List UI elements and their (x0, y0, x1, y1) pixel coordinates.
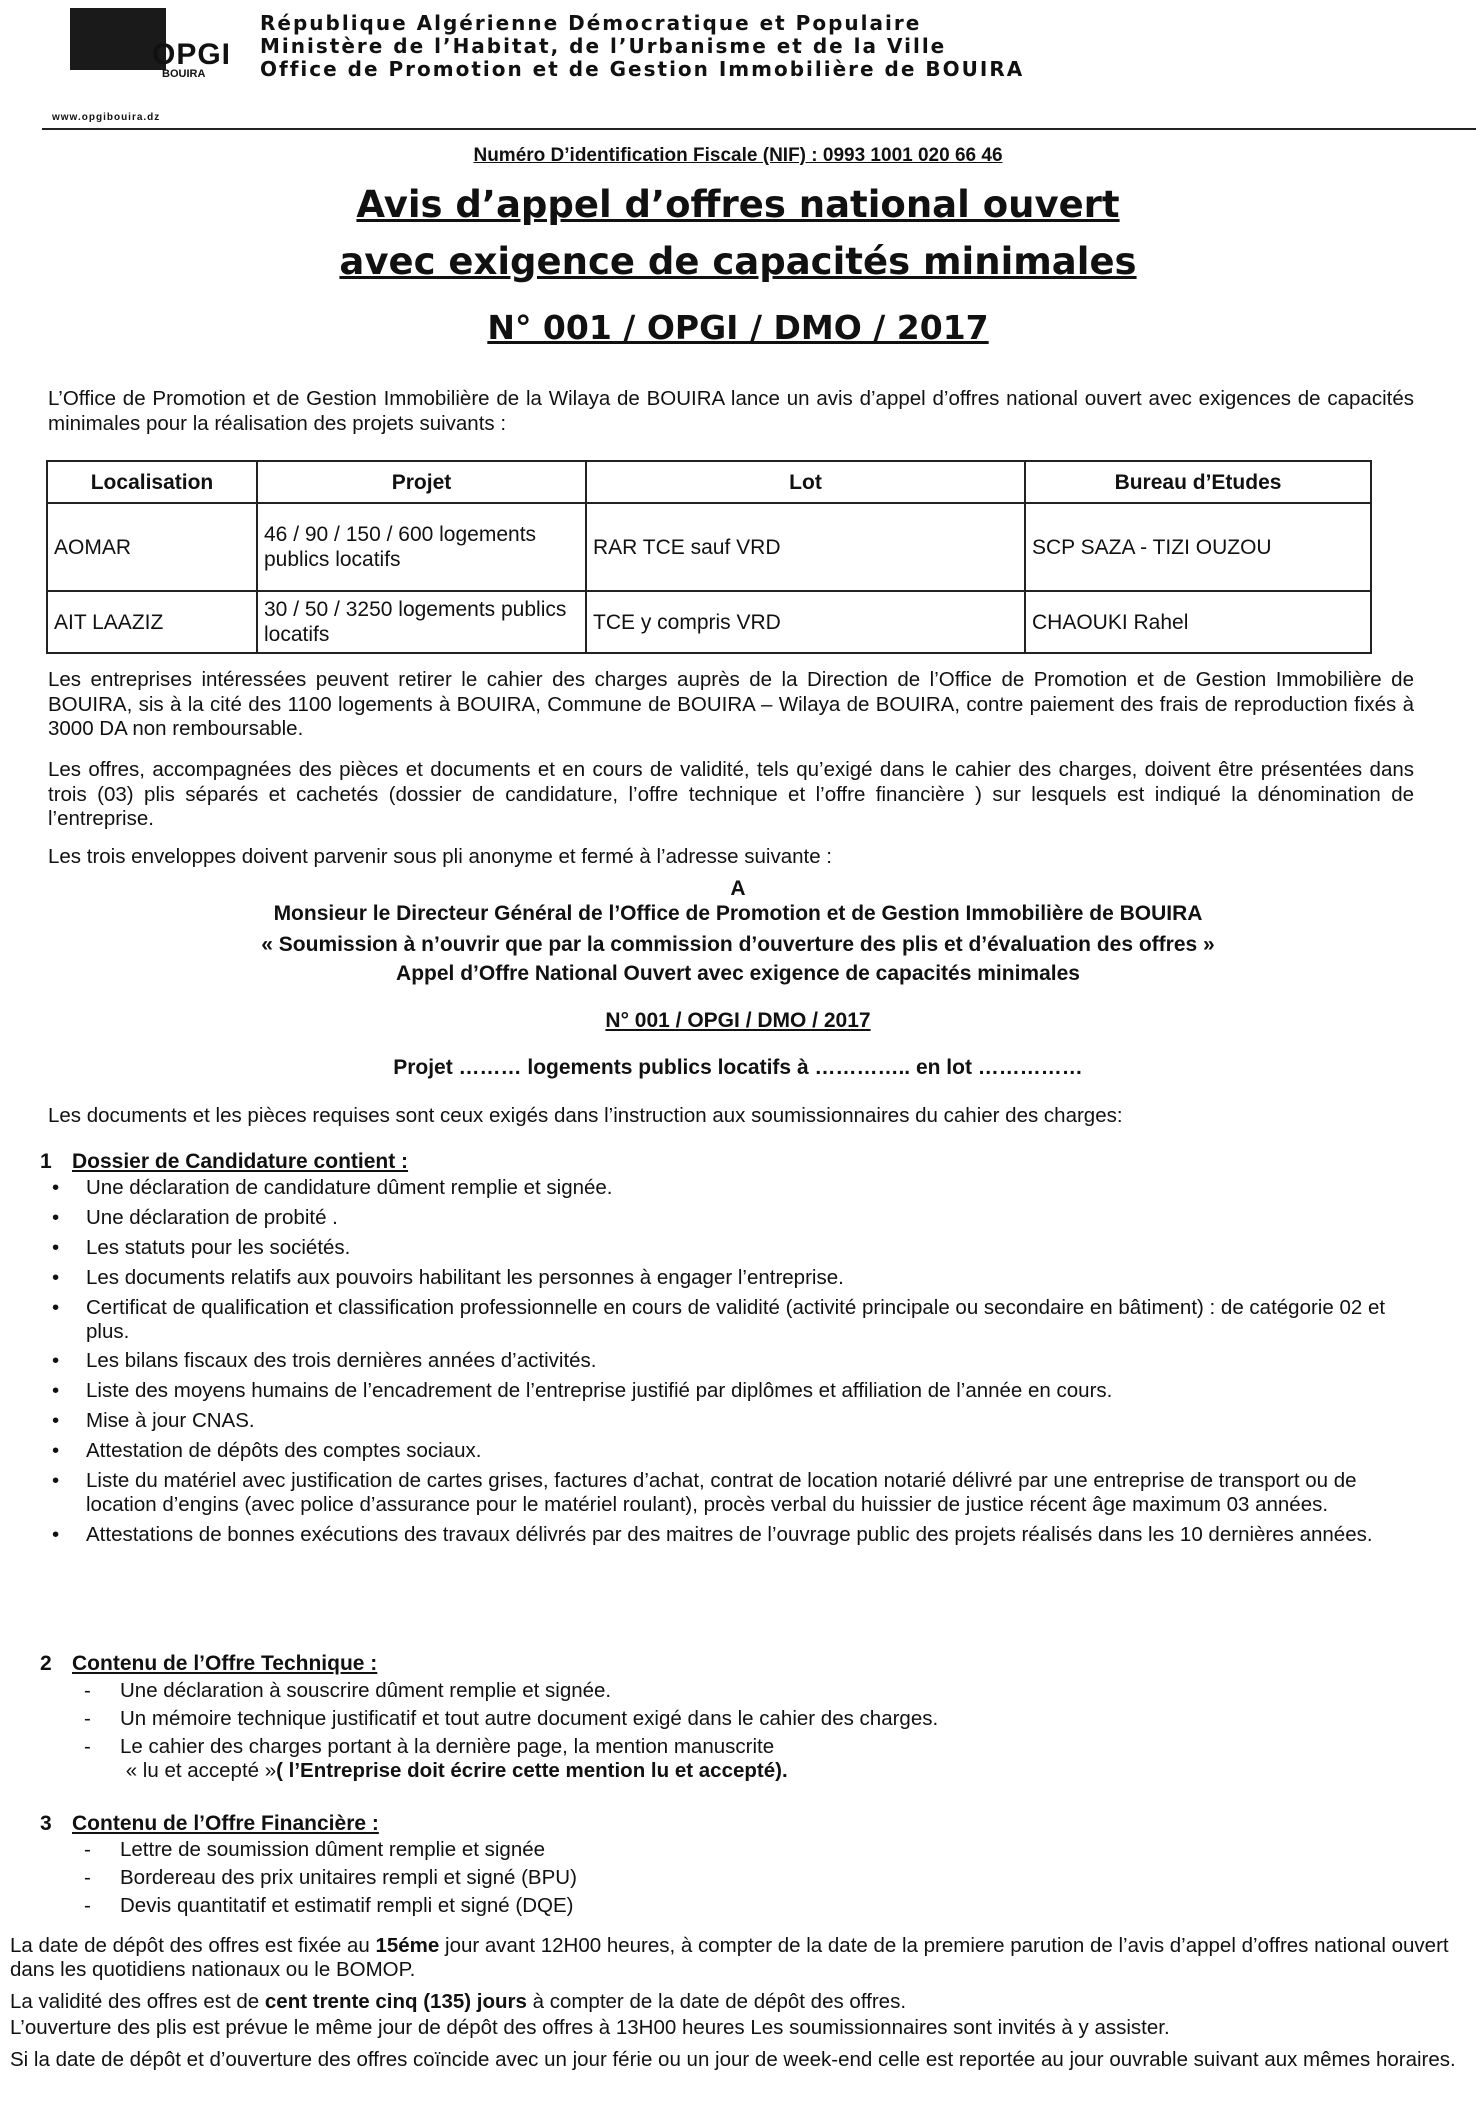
opening-paragraph: L’ouverture des plis est prévue le même jour de dépôt des offres à 13H00 heures Les soumissionnaires sont invités à y assister. (10, 2016, 1170, 2039)
header-projet: Projet (257, 461, 586, 503)
notice-number: N° 001 / OPGI / DMO / 2017 (487, 308, 989, 347)
deposit-date-paragraph: La date de dépôt des offres est fixée au 15éme jour avant 12H00 heures, à compter de la date de la premiere parution de l’avis d’appel d’offres national ouvert dans les quotidiens nationaux ou le BOMOP. (10, 1934, 1449, 1981)
section-label: Contenu de l’Offre Financière : (72, 1812, 379, 1835)
list-item: • Liste des moyens humains de l’encadrement de l’entreprise justifié par diplômes et affiliation de l’année en cours. (52, 1379, 1113, 1402)
list-item: • Les statuts pour les sociétés. (52, 1236, 351, 1259)
list-item: • Attestation de dépôts des comptes sociaux. (52, 1439, 482, 1462)
cell-lot: RAR TCE sauf VRD (586, 503, 1025, 591)
address-appel: Appel d’Offre National Ouvert avec exigence de capacités minimales (396, 962, 1080, 985)
section-label: Contenu de l’Offre Technique : (72, 1652, 378, 1675)
cell-localisation: AOMAR (47, 503, 257, 591)
header-localisation: Localisation (47, 461, 257, 503)
section-2-list (80, 1679, 1380, 1787)
table-header-row (47, 461, 1371, 503)
address-director: Monsieur le Directeur Général de l’Office de Promotion et de Gestion Immobilière de BOUIRA (273, 902, 1203, 925)
list-item: - Devis quantitatif et estimatif rempli et signé (DQE) (84, 1894, 574, 1917)
section-label: Dossier de Candidature contient : (72, 1150, 409, 1173)
title-line-1: Avis d’appel d’offres national ouvert (356, 183, 1120, 226)
cell-bureau: SCP SAZA - TIZI OUZOU (1025, 503, 1371, 591)
opgi-logo (42, 8, 242, 123)
list-item: • Liste du matériel avec justification de cartes grises, factures d’achat, contrat de location notarié délivré par une entreprise de transport ou de location d’engins (avec police d’assurance pour le matériel roulant), procès verbal du huissier de justice récent âge maximum 03 années. (52, 1469, 1357, 1516)
logo-subtext: BOUIRA (162, 68, 206, 80)
list-item: - Un mémoire technique justificatif et tout autre document exigé dans le cahier des charges. (84, 1707, 939, 1730)
holiday-paragraph: Si la date de dépôt et d’ouverture des offres coïncide avec un jour férie ou un jour de week-end celle est reportée au jour ouvrable suivant aux mêmes horaires. (10, 2048, 1456, 2071)
retrieval-paragraph: Les entreprises intéressées peuvent retirer le cahier des charges auprès de la Direction de l’Office de Promotion et de Gestion Immobilière de BOUIRA, sis à la cité des 1100 logements à BOUIRA, Commune de BOUIRA – Wilaya de BOUIRA, contre paiement des frais de reproduction fixés à 3000 DA non remboursable. (48, 668, 1414, 740)
header-lot: Lot (586, 461, 1025, 503)
cell-lot: TCE y compris VRD (586, 591, 1025, 653)
validity-paragraph: La validité des offres est de cent trente cinq (135) jours à compter de la date de dépôt des offres. (10, 1990, 907, 2013)
list-item: • Les documents relatifs aux pouvoirs habilitant les personnes à engager l’entreprise. (52, 1266, 844, 1289)
section-3-list (80, 1838, 1380, 1922)
cell-projet: 30 / 50 / 3250 logements publics locatifs (257, 591, 586, 653)
cell-localisation: AIT LAAZIZ (47, 591, 257, 653)
intro-paragraph: L’Office de Promotion et de Gestion Immobilière de la Wilaya de BOUIRA lance un avis d’appel d’offres national ouvert avec exigences de capacités minimales pour la réalisation des projets suivants : (48, 387, 1414, 435)
table-row (47, 503, 1371, 591)
table-row (47, 591, 1371, 653)
list-item: - Le cahier des charges portant à la dernière page, la mention manuscrite « lu et accepté »( l’Entreprise doit écrire cette mention lu et accepté). (84, 1735, 788, 1782)
list-item: - Une déclaration à souscrire dûment remplie et signée. (84, 1679, 612, 1702)
projects-table (46, 460, 1372, 654)
list-item: - Lettre de soumission dûment remplie et signée (84, 1838, 546, 1861)
list-item: • Attestations de bonnes exécutions des travaux délivrés par des maitres de l’ouvrage public des projets réalisés dans les 10 dernières années. (52, 1523, 1373, 1546)
documents-paragraph: Les documents et les pièces requises sont ceux exigés dans l’instruction aux soumissionnaires du cahier des charges: (48, 1104, 1123, 1127)
section-number: 3 (40, 1812, 52, 1835)
list-item: • Certificat de qualification et classification professionnelle en cours de validité (activité principale ou secondaire en bâtiment) : de catégorie 02 et plus. (52, 1296, 1386, 1343)
logo-url: www.opgibouira.dz (52, 112, 161, 123)
section-number: 2 (40, 1652, 52, 1675)
letterhead-line-republic: République Algérienne Démocratique et Populaire (260, 11, 922, 35)
letterhead-line-ministry: Ministère de l’Habitat, de l’Urbanisme et de la Ville (260, 34, 947, 58)
logo-text: OPGI (152, 38, 232, 71)
section-2-heading (40, 1652, 377, 1676)
envelopes-paragraph: Les trois enveloppes doivent parvenir sous pli anonyme et fermé à l’adresse suivante : (48, 845, 832, 868)
address-soumission: « Soumission à n’ouvrir que par la commission d’ouverture des plis et d’évaluation des offres » (261, 933, 1215, 956)
header-bureau: Bureau d’Etudes (1025, 461, 1371, 503)
list-item: • Une déclaration de probité . (52, 1206, 338, 1229)
mention-bold: ( l’Entreprise doit écrire cette mention lu et accepté). (276, 1759, 788, 1782)
section-number: 1 (40, 1150, 52, 1173)
address-number: N° 001 / OPGI / DMO / 2017 (605, 1009, 871, 1032)
title-line-2: avec exigence de capacités minimales (339, 240, 1137, 283)
list-item: • Une déclaration de candidature dûment remplie et signée. (52, 1176, 613, 1199)
nif-line: Numéro D’identification Fiscale (NIF) : 0993 1001 020 66 46 (473, 145, 1003, 166)
letterhead-line-office: Office de Promotion et de Gestion Immobilière de BOUIRA (260, 57, 1025, 81)
address-a: A (730, 877, 746, 900)
header-divider (42, 128, 1476, 130)
section-1-heading (40, 1150, 408, 1174)
offers-paragraph: Les offres, accompagnées des pièces et documents et en cours de validité, tels qu’exigé dans le cahier des charges, doivent être présentées dans trois (03) plis séparés et cachetés (dossier de candidature, l’offre technique et l’offre financière ) sur lesquels est indiqué la dénomination de l’entreprise. (48, 758, 1414, 830)
section-3-heading (40, 1812, 379, 1836)
cell-bureau: CHAOUKI Rahel (1025, 591, 1371, 653)
list-item: • Les bilans fiscaux des trois dernières années d’activités. (52, 1349, 597, 1372)
section-1-list (48, 1176, 1428, 1553)
letterhead (260, 12, 1024, 81)
cell-projet: 46 / 90 / 150 / 600 logements publics locatifs (257, 503, 586, 591)
list-item: • Mise à jour CNAS. (52, 1409, 255, 1432)
mention-quote: « lu et accepté » (125, 1759, 277, 1782)
list-item: - Bordereau des prix unitaires rempli et signé (BPU) (84, 1866, 577, 1889)
address-projet: Projet ……… logements publics locatifs à ………….. en lot …………… (393, 1056, 1083, 1079)
